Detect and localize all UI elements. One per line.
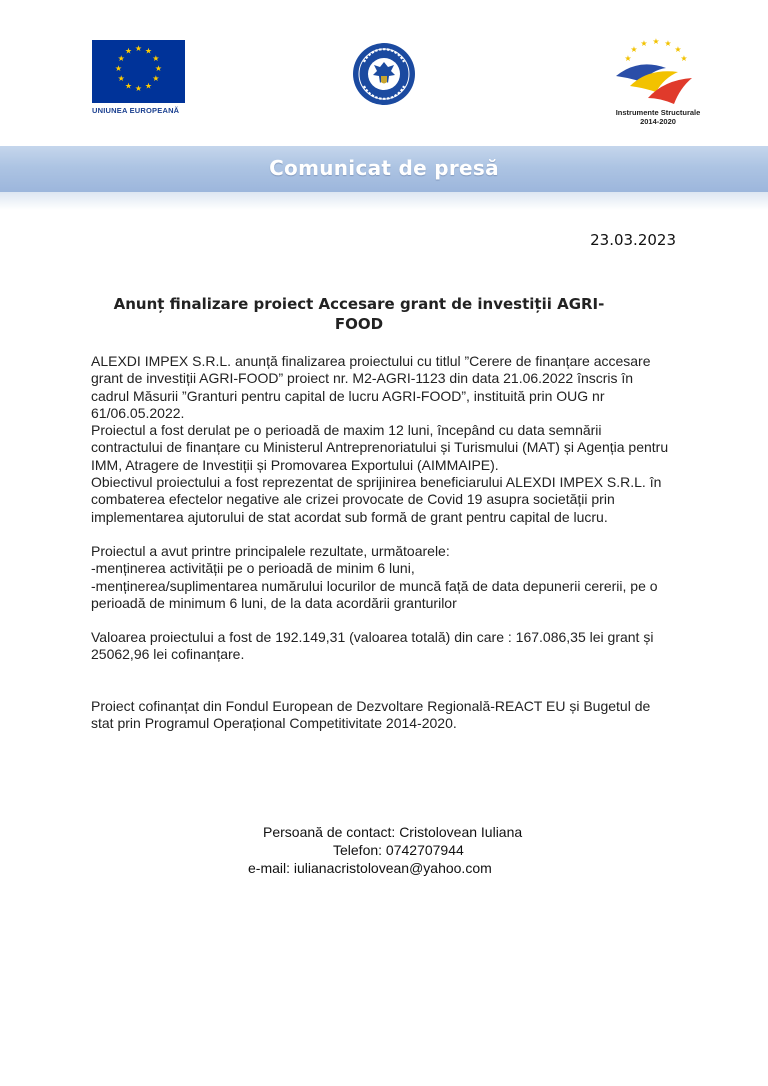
paragraph-cofinancing: Proiect cofinanțat din Fondul European de Dezvoltare Regională-REACT EU și Bugetul de stat prin Programul Operațional Competitivitate 2014-2020. [91,697,651,732]
instrumente-structurale-caption: Instrumente Structurale 2014-2020 [615,108,701,126]
contact-phone: Telefon: 0742707944 [333,842,464,858]
contact-email: e-mail: iulianacristolovean@yahoo.com [248,860,492,876]
svg-text:★: ★ [117,54,125,63]
svg-text:★: ★ [152,74,160,83]
eu-logo [92,40,185,115]
list-item: -menținerea/suplimentarea numărului locurilor de muncă față de data depunerii cererii, pe o perioadă de minimum 6 luni, de la data acordării granturilor [91,577,658,611]
svg-text:★: ★ [124,81,133,91]
instrumente-structurale-icon [608,38,708,106]
headline: Anunț finalizare proiect Accesare grant de investiții AGRI-FOOD [113,295,605,333]
svg-text:★: ★ [154,64,163,73]
svg-text:★: ★ [664,39,672,48]
paragraph-objective: Obiectivul proiectului a fost reprezentat de sprijinirea beneficiarului ALEXDI IMPEX S.R.L. în combaterea efectelor negative ale crizei provocate de Covid 19 asupra societății prin implementarea ajutorului de stat acordat sub formă de grant pentru capital de lucru. [91,474,662,525]
list-item: -menținerea activității pe o perioadă de minim 6 luni, [91,560,415,577]
svg-text:★: ★ [144,46,153,56]
svg-text:★: ★ [114,64,123,73]
document-date: 23.03.2023 [590,231,676,249]
svg-text:★: ★ [674,45,682,54]
document-body [91,353,671,732]
paragraph-results-intro: Proiectul a avut printre principalele rezultate, următoarele: [91,542,450,559]
svg-text:★: ★ [680,54,688,63]
paragraph-duration: Proiectul a fost derulat pe o perioadă de maxim 12 luni, începând cu data semnării contractului de finanțare cu Ministerul Antreprenoriatului și Turismului (MAT) și Agenția pentru IMM, Atragere de Investiții și Promovarea Exportului (AIMMAIPE). [91,422,669,473]
contact-block [0,823,768,877]
svg-text:★: ★ [640,39,648,48]
svg-text:★: ★ [124,46,133,56]
paragraph-value: Valoarea proiectului a fost de 192.149,31 (valoarea totală) din care : 167.086,35 lei grant și 25062,96 lei cofinanțare. [91,629,654,663]
svg-text:★: ★ [152,54,160,63]
svg-text:★: ★ [117,74,125,83]
svg-text:★: ★ [652,38,660,46]
eu-flag-icon [92,40,185,103]
svg-text:★: ★ [144,81,153,91]
svg-text:★: ★ [630,45,638,54]
page-title: Comunicat de presă [269,156,499,180]
romanian-government-seal-icon [352,42,416,106]
svg-text:★: ★ [134,44,143,53]
svg-text:★: ★ [624,54,632,63]
eu-caption: UNIUNEA EUROPEANĂ [92,106,180,115]
contact-person: Persoană de contact: Cristolovean Iuliana [263,824,523,840]
banner-fade [0,192,768,210]
instrumente-structurale-logo [608,38,708,130]
paragraph-intro: ALEXDI IMPEX S.R.L. anunță finalizarea proiectului cu titlul ”Cerere de finanțare accesare grant de investiții AGRI-FOOD” proiect nr. M2-AGRI-1123 din data 21.06.2022 înscris în cadrul Măsurii ”Granturi pentru capital de lucru AGRI-FOOD”, instituită prin OUG nr 61/06.05.2022. [91,353,651,421]
svg-text:★: ★ [134,84,143,93]
